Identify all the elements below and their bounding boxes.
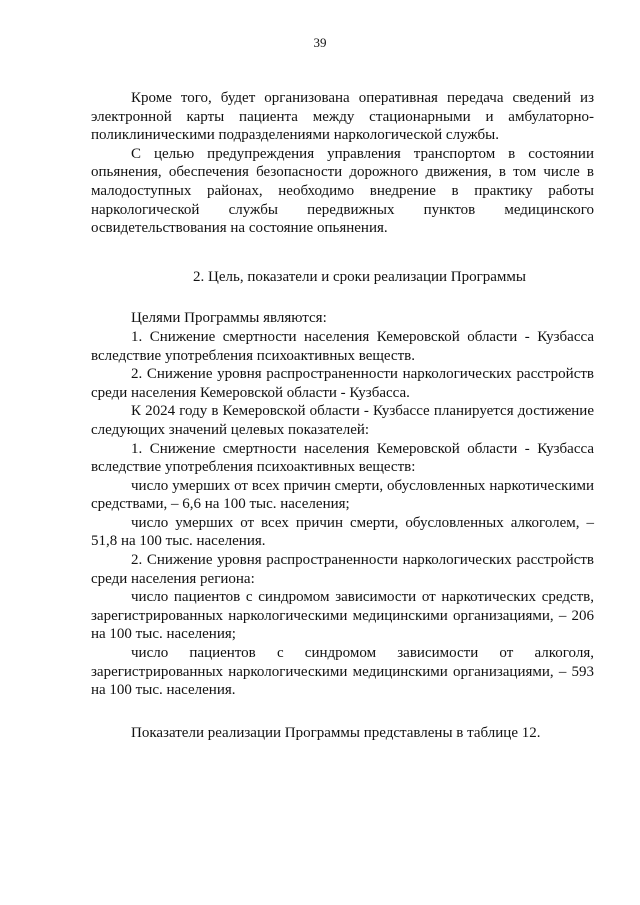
paragraph-intro-2: С целью предупреждения управления транспортом в состоянии опьянения, обеспечения безопасности дорожного движения, в том числе в малодоступных районах, необходимо внедрение в практику работы наркологической службы передвижных пунктов медицинского освидетельствования на состояние опьянения. [91,145,594,237]
paragraph-target-1-alcohol: число умерших от всех причин смерти, обусловленных алкоголем, – 51,8 на 100 тыс. населения. [91,514,594,550]
paragraph-target-2: 2. Снижение уровня распространенности наркологических расстройств среди населения региона: [91,552,594,587]
paragraph-closing: Показатели реализации Программы представлены в таблице 12. [131,724,541,741]
page-number: 39 [313,35,327,50]
paragraph-goal-1: 1. Снижение смертности населения Кемеровской области - Кузбасса вследствие употребления психоактивных веществ. [91,328,594,364]
paragraph-target-2-drugs: число пациентов с синдромом зависимости от наркотических средств, зарегистрированных наркологическими медицинскими организациями, – 206 на 100 тыс. населения; [91,589,594,643]
paragraph-goal-2: 2. Снижение уровня распространенности наркологических расстройств среди населения Кемеровской области - Кузбасса. [91,366,594,401]
paragraph-target-1: 1. Снижение смертности населения Кемеровской области - Кузбасса вследствие употребления психоактивных веществ: [91,440,594,476]
paragraph-intro-1: Кроме того, будет организована оперативная передача сведений из электронной карты пациента между стационарными и амбулаторно-поликлиническими подразделениями наркологической службы. [91,90,594,144]
paragraph-target-2-alcohol: число пациентов с синдромом зависимости от алкоголя, зарегистрированных наркологическими медицинскими организациями, – 593 на 100 тыс. населения. [91,645,594,699]
section-heading: 2. Цель, показатели и сроки реализации Программы [193,268,526,285]
paragraph-target-1-drugs: число умерших от всех причин смерти, обусловленных наркотическими средствами, – 6,6 на 100 тыс. населения; [91,477,594,513]
document-body [91,89,594,742]
paragraph-goals-intro: Целями Программы являются: [131,310,327,327]
paragraph-targets-intro: К 2024 году в Кемеровской области - Кузбассе планируется достижение следующих значений целевых показателей: [91,403,594,438]
